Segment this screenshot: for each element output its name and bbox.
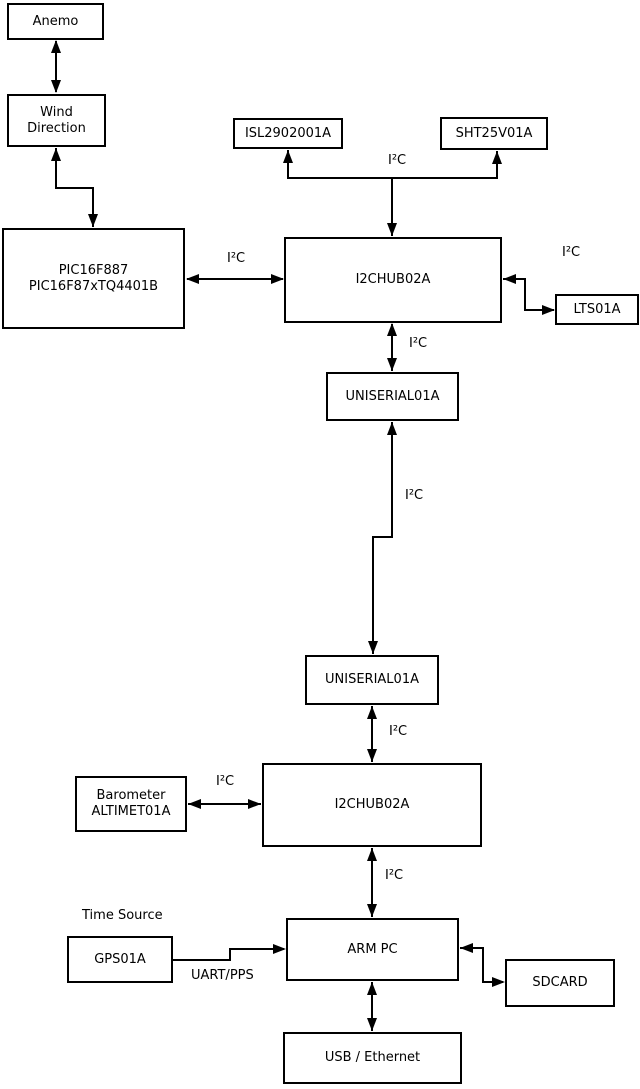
box-isl2902001a	[233, 118, 343, 149]
box-barometer	[75, 776, 187, 832]
box-wind-direction-label-line2: Direction	[27, 120, 86, 136]
box-isl2902001a-label: ISL2902001A	[244, 125, 332, 141]
box-sdcard-label: SDCARD	[532, 975, 588, 990]
box-i2c-hub-top-label: I2CHUB02A	[355, 272, 431, 287]
box-barometer-label-line2: ALTIMET01A	[91, 804, 171, 819]
edge-label-i2c-barometer-hub2: I²C	[216, 774, 235, 789]
edge-label-i2c-pic-hub: I²C	[227, 251, 246, 266]
edge-label-i2c-uniserial-hub2: I²C	[389, 724, 408, 739]
box-arm-pc-label: ARM PC	[347, 941, 398, 957]
box-sht25v01a-label: SHT25V01A	[455, 125, 533, 141]
box-arm-pc	[286, 918, 459, 981]
edge-label-i2c-hub-lts: I²C	[562, 245, 581, 260]
box-wind-direction	[7, 94, 106, 147]
connector-uniserial2-hub2	[367, 706, 377, 762]
box-i2c-hub-bottom	[262, 763, 482, 847]
edge-label-i2c-hub2-armpc: I²C	[385, 868, 404, 883]
box-uniserial-top-label: UNISERIAL01A	[345, 388, 440, 404]
box-i2c-hub-bottom-label: I2CHUB02A	[334, 797, 410, 812]
box-usb-ethernet	[283, 1032, 462, 1084]
box-uniserial-bottom	[305, 655, 439, 705]
connector-armpc-usb	[367, 982, 377, 1031]
box-anemometer-label: Anemo	[32, 13, 79, 29]
box-barometer-label-line1: Barometer	[96, 788, 166, 803]
connector-hub1-lts	[503, 274, 555, 315]
box-lts01a	[555, 294, 639, 325]
edge-label-time-source: Time Source	[82, 908, 163, 923]
edge-label-uart-pps: UART/PPS	[191, 968, 254, 983]
box-pic-label-line1: PIC16F887	[58, 262, 129, 278]
box-wind-direction-label-line1: Wind	[40, 104, 73, 120]
box-uniserial-top	[326, 372, 459, 421]
box-gps01a	[67, 936, 173, 983]
box-sdcard	[505, 959, 615, 1007]
connector-uniserial1-uniserial2	[368, 422, 397, 654]
edge-label-i2c-hub-uniserial: I²C	[409, 336, 428, 351]
edge-label-i2c-uniserial-link: I²C	[405, 488, 424, 503]
connector-hub1-uniserial1	[387, 323, 397, 371]
connector-armpc-sdcard	[460, 943, 505, 987]
connector-barometer-hub2	[188, 799, 261, 809]
box-usb-ethernet-label: USB / Ethernet	[324, 1050, 421, 1065]
connector-pic-hub1	[186, 274, 284, 284]
box-sht25v01a	[440, 117, 548, 150]
edge-label-i2c-sensor-branch: I²C	[388, 153, 407, 168]
box-pic-microcontroller	[2, 228, 185, 329]
connector-hub2-armpc	[367, 848, 377, 917]
box-gps01a-label: GPS01A	[94, 951, 146, 967]
connector-wind-pic	[51, 148, 98, 227]
box-uniserial-bottom-label: UNISERIAL01A	[325, 672, 419, 687]
box-anemometer	[7, 3, 104, 40]
connector-anemo-wind	[51, 40, 61, 93]
connector-gps-armpc	[173, 944, 286, 960]
box-pic-label-line2: PIC16F87xTQ4401B	[28, 278, 159, 294]
box-lts01a-label: LTS01A	[573, 301, 621, 317]
box-i2c-hub-top	[284, 237, 502, 323]
